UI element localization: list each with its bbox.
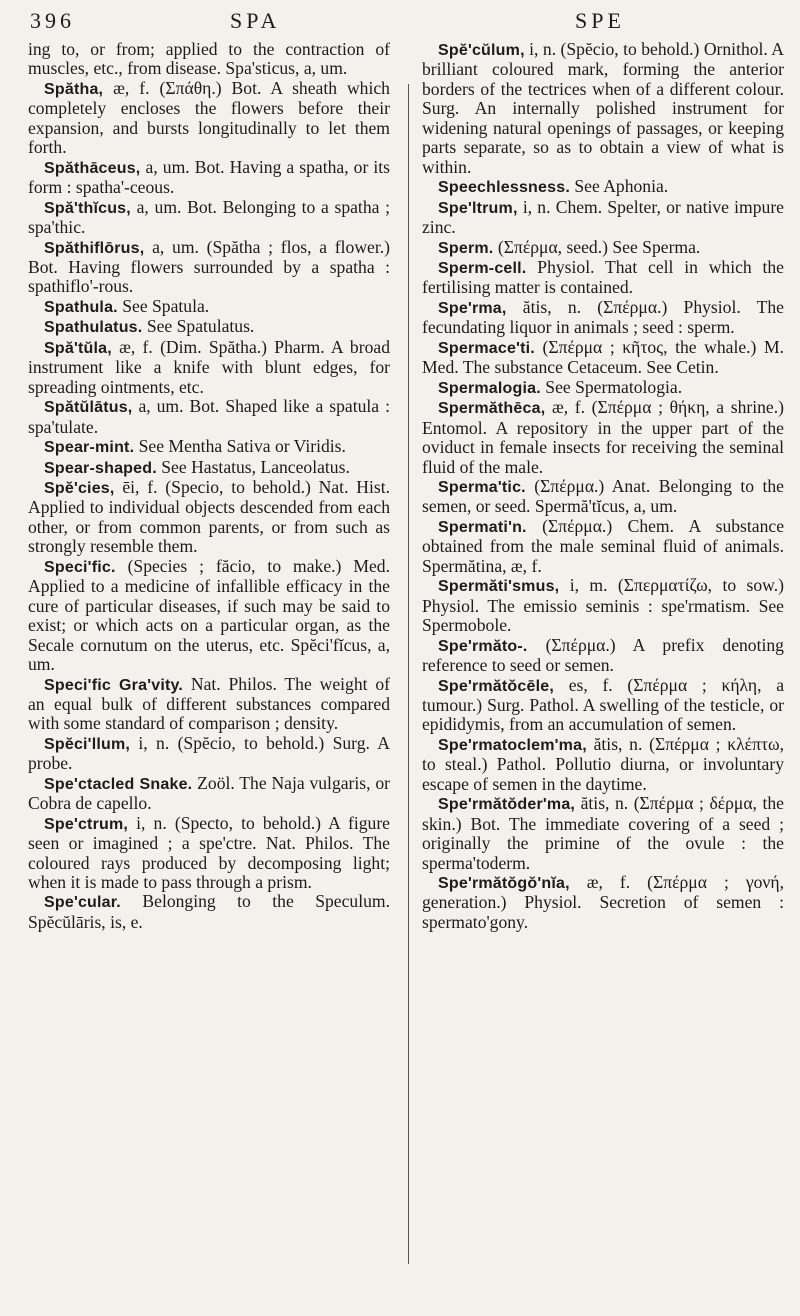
entry-definition: See Hastatus, Lanceolatus. (161, 456, 350, 477)
dictionary-entry (422, 177, 784, 197)
entry-headword: Spathulatus. (44, 319, 143, 337)
entry-headword: Sperm. (438, 239, 494, 257)
dictionary-entry (422, 873, 784, 932)
entry-definition: i, n. (Spĕcio, to behold.) Ornithol. A brilliant coloured mark, forming the anterior borders of the tectrices when of a different colour. Surg. An internally polished instrument for widening natural openings of passages, or keeping parts separate, so as to obtain a view of what is within. (422, 39, 785, 177)
entry-definition: (Species ; făcio, to make.) Med. Applied to a medicine of infallible efficacy in the cure of particular diseases, if such may be said to exist; or which acts on a particular organ, as the Secale cornutum on the uterus, etc. Spĕci'fĭcus, a, um. (28, 555, 391, 675)
entry-definition: ătis, n. (Σπέρμα ; δέρμα, the skin.) Bot. The immediate covering of a seed ; originally the primine of the ovule : the sperma'toderm. (422, 793, 784, 873)
entry-definition: a, um. Bot. Shaped like a spatula : spa'tulate. (28, 396, 390, 437)
entry-definition: i, n. (Specto, to behold.) A figure seen or imagined ; a spe'ctre. Nat. Philos. The coloured rays produced by decomposing light; when it is made to pass through a prism. (28, 812, 390, 893)
dictionary-entry (422, 735, 784, 794)
entry-definition: See Spatulatus. (146, 316, 255, 337)
entry-headword: Spăthāceus, (44, 159, 141, 177)
entry-headword: Spe'ctacled Snake. (44, 775, 193, 793)
entry-headword: Spăthiflōrus, (44, 239, 145, 257)
entry-headword: Spear-mint. (44, 439, 135, 457)
entry-headword: Spătha, (44, 80, 104, 98)
dictionary-entry (28, 675, 390, 734)
column-divider (408, 84, 409, 1264)
dictionary-entry (422, 258, 784, 298)
entry-headword: Speci'fic. (44, 558, 116, 576)
entry-headword: Spĕ'cies, (44, 479, 115, 497)
entry-definition: (Σπέρμα.) Chem. A substance obtained from the male seminal fluid of animals. Spermătina, æ, f. (422, 515, 784, 576)
entry-definition: æ, f. (Σπάθη.) Bot. A sheath which completely encloses the flowers before their expansion, and bursts longitudinally to let them forth. (28, 77, 390, 158)
guide-word-right: SPE (575, 8, 625, 33)
entry-definition: i, n. Chem. Spelter, or native impure zinc. (422, 196, 784, 238)
entry-definition: ēi, f. (Specio, to behold.) Nat. Hist. Applied to individual objects descended from each other, or from common parents, or from such as strongly resemble them. (28, 476, 390, 557)
entry-headword: Spermalogia. (438, 379, 541, 397)
entry-definition: Nat. Philos. The weight of an equal bulk of different substances compared with some standard of comparison ; density. (28, 673, 390, 734)
entry-definition: a, um. Bot. Belonging to a spatha ; spa'thic. (28, 196, 391, 238)
dictionary-entry (422, 576, 784, 635)
entry-headword: Spermati'n. (438, 518, 527, 536)
entry-headword: Sperma'tic. (438, 478, 526, 496)
entry-headword: Spe'rmatoclem'ma, (438, 736, 587, 754)
dictionary-entry (28, 734, 390, 774)
entry-headword: Speci'fic Gra'vity. (44, 676, 184, 694)
right-column (422, 40, 784, 932)
entry-headword: Spermace'ti. (438, 339, 535, 357)
entry-definition: See Spermatologia. (545, 376, 683, 397)
entry-definition: ing to, or from; applied to the contraction of muscles, etc., from disease. Spa'sticus, a, um. (28, 39, 390, 79)
dictionary-entry (28, 458, 390, 478)
dictionary-entry (422, 338, 784, 378)
dictionary-entry (422, 398, 784, 477)
dictionary-entry (28, 814, 390, 893)
guide-word-left: SPA (230, 8, 281, 33)
dictionary-entry (422, 378, 784, 398)
dictionary-entry (28, 397, 390, 437)
dictionary-entry (422, 676, 784, 735)
entry-definition: See Spatula. (122, 295, 210, 316)
entry-headword: Spă'thĭcus, (44, 199, 131, 217)
entry-definition: Zoöl. The Naja vulgaris, or Cobra de capello. (28, 772, 391, 814)
entry-definition: Physiol. That cell in which the fertilising matter is contained. (422, 256, 784, 298)
dictionary-entry (422, 477, 784, 517)
entry-definition: æ, f. (Σπέρμα ; θήκη, a shrine.) Entomol. A repository in the upper part of the oviduct in female insects for receiving the seminal fluid of the male. (422, 397, 785, 477)
dictionary-entry (422, 198, 784, 238)
dictionary-entry (422, 517, 784, 576)
entry-headword: Spĕci'llum, (44, 735, 131, 753)
entry-headword: Spe'rmătŏder'ma, (438, 796, 576, 814)
entry-headword: Spĕ'cŭlum, (438, 42, 525, 59)
entry-definition: a, um. (Spătha ; flos, a flower.) Bot. Having flowers surrounded by a spatha : spathiflo'-rous. (28, 236, 390, 297)
entry-definition: See Aphonia. (574, 176, 669, 197)
entry-definition: (Σπέρμα, seed.) See Sperma. (497, 236, 701, 257)
entry-headword: Spermăthēca, (438, 400, 546, 418)
entry-definition: ătis, n. (Σπέρμα ; κλέπτω, to steal.) Pathol. Pollutio diurna, or involuntary escape of semen in the daytime. (422, 733, 784, 794)
entry-definition: æ, f. (Σπέρμα ; γονή, generation.) Physiol. Secretion of semen : spermato'gony. (422, 872, 784, 932)
entry-definition: Belonging to the Speculum. Spĕcŭlāris, is, e. (28, 891, 390, 932)
entry-headword: Sperm-cell. (438, 259, 527, 277)
left-column (28, 40, 390, 932)
entry-headword: Spear-shaped. (44, 459, 157, 477)
entry-headword: Speechlessness. (438, 179, 570, 197)
dictionary-entry (28, 437, 390, 457)
dictionary-entry (28, 158, 390, 198)
dictionary-entry (28, 238, 390, 297)
entry-definition: (Σπέρμα.) Anat. Belonging to the semen, or seed. Spermă'tĭcus, a, um. (422, 475, 784, 517)
entry-headword: Spe'ltrum, (438, 199, 518, 217)
entry-definition: æ, f. (Dim. Spătha.) Pharm. A broad instrument like a knife with blunt edges, for spreading ointments, etc. (28, 336, 390, 397)
dictionary-entry (28, 892, 390, 932)
entry-headword: Spe'ctrum, (44, 815, 129, 833)
dictionary-entry (28, 478, 390, 557)
dictionary-entry (28, 774, 390, 814)
entry-definition: (Σπέρμα ; κῆτος, the whale.) M. Med. The substance Cetaceum. See Cetin. (422, 336, 784, 378)
entry-headword: Spe'rma, (438, 299, 507, 317)
dictionary-entry (28, 198, 390, 238)
dictionary-entry (422, 298, 784, 338)
dictionary-entry (28, 557, 390, 675)
dictionary-entry (28, 297, 390, 317)
entry-headword: Spermăti'smus, (438, 578, 560, 596)
dictionary-entry (422, 794, 784, 873)
dictionary-entry (28, 40, 390, 79)
entry-headword: Spe'rmătŏcēle, (438, 677, 554, 695)
dictionary-entry (422, 40, 784, 177)
entry-definition: (Σπέρμα.) A prefix denoting reference to seed or semen. (422, 634, 784, 676)
entry-definition: es, f. (Σπέρμα ; κήλη, a tumour.) Surg. Pathol. A swelling of the testicle, or epididymis, from an accumulation of semen. (422, 674, 785, 735)
entry-definition: i, m. (Σπερματίζω, to sow.) Physiol. The emissio seminis : spe'rmatism. See Spermobole. (422, 575, 784, 636)
entry-headword: Spătŭlātus, (44, 399, 133, 417)
entry-headword: Spathula. (44, 298, 118, 316)
dictionary-entry (28, 338, 390, 397)
entry-headword: Spe'rmăto-. (438, 637, 528, 655)
running-header (30, 4, 762, 36)
entry-definition: i, n. (Spĕcio, to behold.) Surg. A probe. (28, 732, 390, 774)
dictionary-entry (28, 317, 390, 337)
entry-headword: Spe'cular. (44, 894, 121, 912)
entry-headword: Spă'tŭla, (44, 339, 112, 357)
entry-definition: See Mentha Sativa or Viridis. (138, 436, 346, 457)
page-number: 396 (30, 8, 75, 33)
entry-headword: Spe'rmătŏgŏ'nĭa, (438, 875, 570, 893)
entry-definition: ătis, n. (Σπέρμα.) Physiol. The fecundating liquor in animals ; seed : sperm. (422, 296, 784, 338)
dictionary-entry (28, 79, 390, 158)
dictionary-entry (422, 636, 784, 676)
entry-definition: a, um. Bot. Having a spatha, or its form : spatha'-ceous. (28, 156, 391, 198)
dictionary-entry (422, 238, 784, 258)
